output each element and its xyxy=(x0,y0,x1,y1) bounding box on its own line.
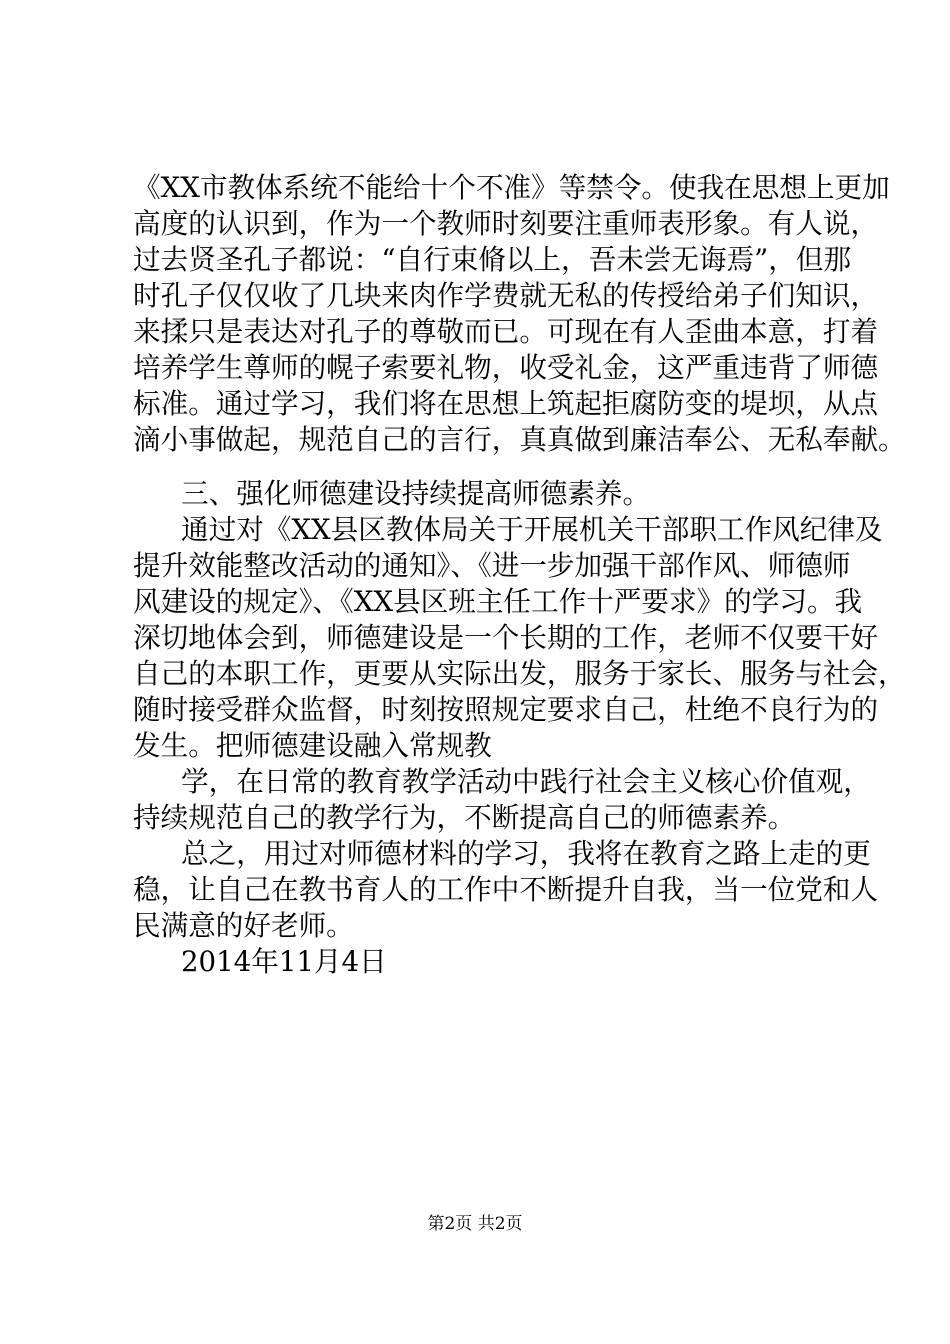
paragraph-line: 风建设的规定》、《XX县区班主任工作十严要求》的学习。我 xyxy=(133,585,863,618)
paragraph-line: 稳，让自己在教书育人的工作中不断提升自我，当一位党和人 xyxy=(133,873,879,906)
paragraph-line: 来揉只是表达对孔子的尊敬而已。可现在有人歪曲本意，打着 xyxy=(133,315,879,348)
paragraph-line: 通过对《XX县区教体局关于开展机关干部职工作风纪律及 xyxy=(181,513,883,546)
page-footer: 第2页 共2页 xyxy=(427,1214,523,1234)
paragraph-line: 发生。把师德建设融入常规教 xyxy=(133,729,492,762)
paragraph-line: 培养学生尊师的幌子索要礼物，收受礼金，这严重违背了师德 xyxy=(133,351,879,384)
paragraph-line: 持续规范自己的教学行为，不断提高自己的师德素养。 xyxy=(133,801,796,834)
paragraph-line: 标准。通过学习，我们将在思想上筑起拒腐防变的堤坝，从点 xyxy=(133,387,879,420)
section-heading: 三、强化师德建设持续提高师德素养。 xyxy=(181,477,651,510)
paragraph-line: 提升效能整改活动的通知》、《进一步加强干部作风、师德师 xyxy=(133,549,851,582)
paragraph-line: 学，在日常的教育教学活动中践行社会主义核心价值观， xyxy=(181,765,871,798)
paragraph-line: 深切地体会到，师德建设是一个长期的工作，老师不仅要干好 xyxy=(133,621,879,654)
paragraph-line: 总之，用过对师德材料的学习，我将在教育之路上走的更 xyxy=(181,837,871,870)
paragraph-line: 随时接受群众监督，时刻按照规定要求自己，杜绝不良行为的 xyxy=(133,693,879,726)
document-date: 2014年11月4日 xyxy=(181,945,387,978)
paragraph-line: 《XX市教体系统不能给十个不准》等禁令。使我在思想上更加 xyxy=(133,171,890,204)
paragraph-line: 时孔子仅仅收了几块来肉作学费就无私的传授给弟子们知识， xyxy=(133,279,879,312)
paragraph-line: 自己的本职工作，更要从实际出发，服务于家长、服务与社会， xyxy=(133,657,906,690)
paragraph-line: 滴小事做起，规范自己的言行，真真做到廉洁奉公、无私奉献。 xyxy=(133,423,906,456)
paragraph-line: 民满意的好老师。 xyxy=(133,909,354,942)
paragraph-line: 高度的认识到，作为一个教师时刻要注重师表形象。有人说， xyxy=(133,207,879,240)
paragraph-line: 过去贤圣孔子都说：“自行束脩以上，吾未尝无诲焉”，但那 xyxy=(133,243,852,276)
